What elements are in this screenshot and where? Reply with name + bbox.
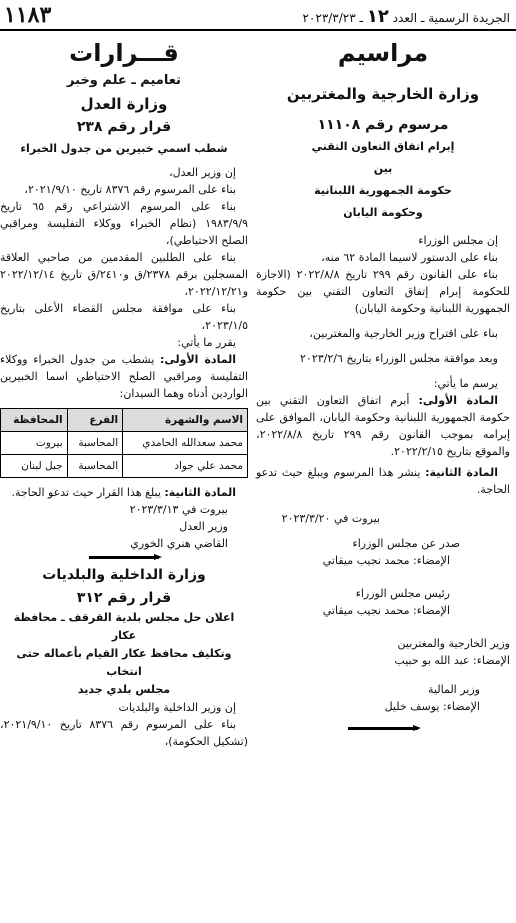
decree-para: بناء على القانون رقم ٢٩٩ تاريخ ٢٠٢٢/٨/٨ (الاجازة للحكومة إبرام إتفاق التعاون التقني بين حكومة الجمهورية اللبنانية وحكومة اليابان) [256, 268, 510, 315]
decision2-para: بناء على المرسوم رقم ٨٣٧٦ تاريخ ٢٠٢١/٩/١٠، (تشكيل الحكومة)، [0, 718, 248, 748]
decision2-subject-2: وتكليف محافظ عكار القيام بأعماله حتى انتخاب [16, 647, 232, 678]
decision-para: بناء على المرسوم رقم ٨٣٧٦ تاريخ ٢٠٢١/٩/١٠، [24, 183, 236, 196]
decision-place-date: بيروت في ٢٠٢٣/٣/١٣ [129, 503, 228, 516]
page-header [0, 0, 516, 30]
decree-para: بناء على اقتراح وزير الخارجية والمغتربين، [309, 327, 498, 340]
decision-para: بناء على المرسوم الاشتراعي رقم ٦٥ تاريخ ١٩٨٣/٩/٩ (نظام الخبراء ووكلاء التفليسة ومراقبي الصلح الاحتياطي)، [0, 200, 248, 247]
decree-number: مرسوم رقم ١١١٠٨ [317, 117, 449, 133]
finance-signature: الإمضاء: يوسف خليل [384, 700, 480, 713]
decision-para: يقرر ما يأتي: [177, 336, 236, 349]
decision-para: إن وزير العدل، [169, 166, 236, 179]
decree-article-2: المادة الثانية: ينشر هذا المرسوم ويبلغ حيث تدعو الحاجة. [256, 466, 510, 496]
decree-para: بناء على الدستور لاسيما المادة ٦٢ منه، [321, 251, 498, 264]
gazette-name: الجريدة الرسمية ـ العدد [392, 11, 510, 25]
decision-number: قرار رقم ٢٣٨ [76, 119, 172, 135]
decision2-subject-1: اعلان حل مجلس بلدية القرقف ـ محافظة عكار [13, 611, 235, 642]
column-header: الاسم والشهرة [123, 409, 248, 432]
decree-para: يرسم ما يأتي: [433, 377, 498, 390]
section-title-decisions: قـــرارات [69, 39, 179, 67]
decree-signature: الإمضاء: محمد نجيب ميقاتي [322, 554, 450, 567]
decree-article-1: المادة الأولى: أبرم اتفاق التعاون التقني بين حكومة الجمهورية اللبنانية وحكومة اليابان، الموافق على إبرامه بموجب القانون رقم ٢٩٩ تاريخ ٢٠٢٢/٨/٨، والموقع بتاريخ ٢٠٢٢/٢/١٥. [256, 394, 510, 458]
experts-table [0, 408, 248, 478]
decision-article-2: المادة الثانية: يبلغ هذا القرار حيث تدعو الحاجة. [11, 486, 236, 499]
decree-para: وبعد موافقة مجلس الوزراء بتاريخ ٢٠٢٣/٢/٦ [300, 352, 498, 365]
decree-subject-2: بين [373, 162, 393, 175]
issue-date: ـ ٢٠٢٣/٣/٢٣ [302, 11, 364, 25]
table-cell: المحاسبة [67, 432, 122, 455]
ministry-title-interior: وزارة الداخلية والبلديات [42, 567, 206, 583]
decree-place-date: بيروت في ٢٠٢٣/٣/٢٠ [281, 512, 380, 525]
table-cell: بيروت [1, 432, 68, 455]
fm-title: وزير الخارجية والمغتربين [397, 637, 510, 650]
header-rule [0, 29, 516, 31]
decree-subject-4: وحكومة اليابان [343, 206, 423, 219]
running-header [302, 6, 510, 27]
pm-signature: الإمضاء: محمد نجيب ميقاتي [322, 604, 450, 617]
table-header-row [1, 409, 248, 432]
pm-title: رئيس مجلس الوزراء [355, 587, 450, 600]
decision2-subject-3: مجلس بلدي جديد [77, 683, 171, 696]
decision-para: بناء على موافقة مجلس القضاء الأعلى بتاريخ ٢٠٢٣/١/٥، [0, 302, 248, 332]
table-row [1, 432, 248, 455]
justice-minister-title: وزير العدل [179, 520, 228, 533]
justice-minister-name: القاضي هنري الخوري [130, 537, 228, 550]
decision-article-1: المادة الأولى: يشطب من جدول الخبراء ووكلاء التفليسة ومراقبي الصلح الاحتياطي اسما الخبيرين الواردين أدناه وهما السيدان: [0, 353, 248, 400]
section-divider [256, 727, 510, 730]
finance-title: وزير المالية [428, 683, 480, 696]
decree-subject-3: حكومة الجمهورية اللبنانية [314, 184, 452, 197]
decision2-para: إن وزير الداخلية والبلديات [118, 701, 236, 714]
decisions-column [0, 36, 248, 750]
table-cell: محمد سعدالله الحامدي [123, 432, 248, 455]
section-divider [0, 556, 248, 559]
decision-para: بناء على الطلبين المقدمين من صاحبي العلاقة المسجلين برقم ٢٣٧٨/ق و٢٤١٠/ق تاريخ ٢٠٢٢/١٢/١٤ و٢٠٢٢/١٢/٢١، [0, 251, 248, 298]
section-subtitle: تعاميم ـ علم وخبر [67, 73, 181, 88]
fm-signature: الإمضاء: عبد الله بو حبيب [394, 654, 510, 667]
decree-subject-1: إبرام اتفاق التعاون التقني [311, 140, 455, 153]
table-cell: جبل لبنان [1, 455, 68, 478]
table-cell: محمد علي جواد [123, 455, 248, 478]
column-header: المحافظة [1, 409, 68, 432]
decree-issued-by: صدر عن مجلس الوزراء [352, 537, 460, 550]
table-cell: المحاسبة [67, 455, 122, 478]
decrees-column [256, 36, 510, 734]
issue-number: ١٢ [366, 6, 389, 27]
section-title-decrees: مراسيم [337, 39, 429, 67]
page-number: ١١٨٣ [4, 2, 52, 28]
ministry-title: وزارة الخارجية والمغتربين [286, 85, 480, 103]
table-row [1, 455, 248, 478]
decision-number-2: قرار رقم ٣١٢ [76, 590, 172, 606]
ministry-title: وزارة العدل [80, 95, 168, 113]
decision-subject: شطب اسمي خبيرين من جدول الخبراء [20, 142, 228, 155]
decree-para: إن مجلس الوزراء [418, 234, 498, 247]
column-header: الفرع [67, 409, 122, 432]
